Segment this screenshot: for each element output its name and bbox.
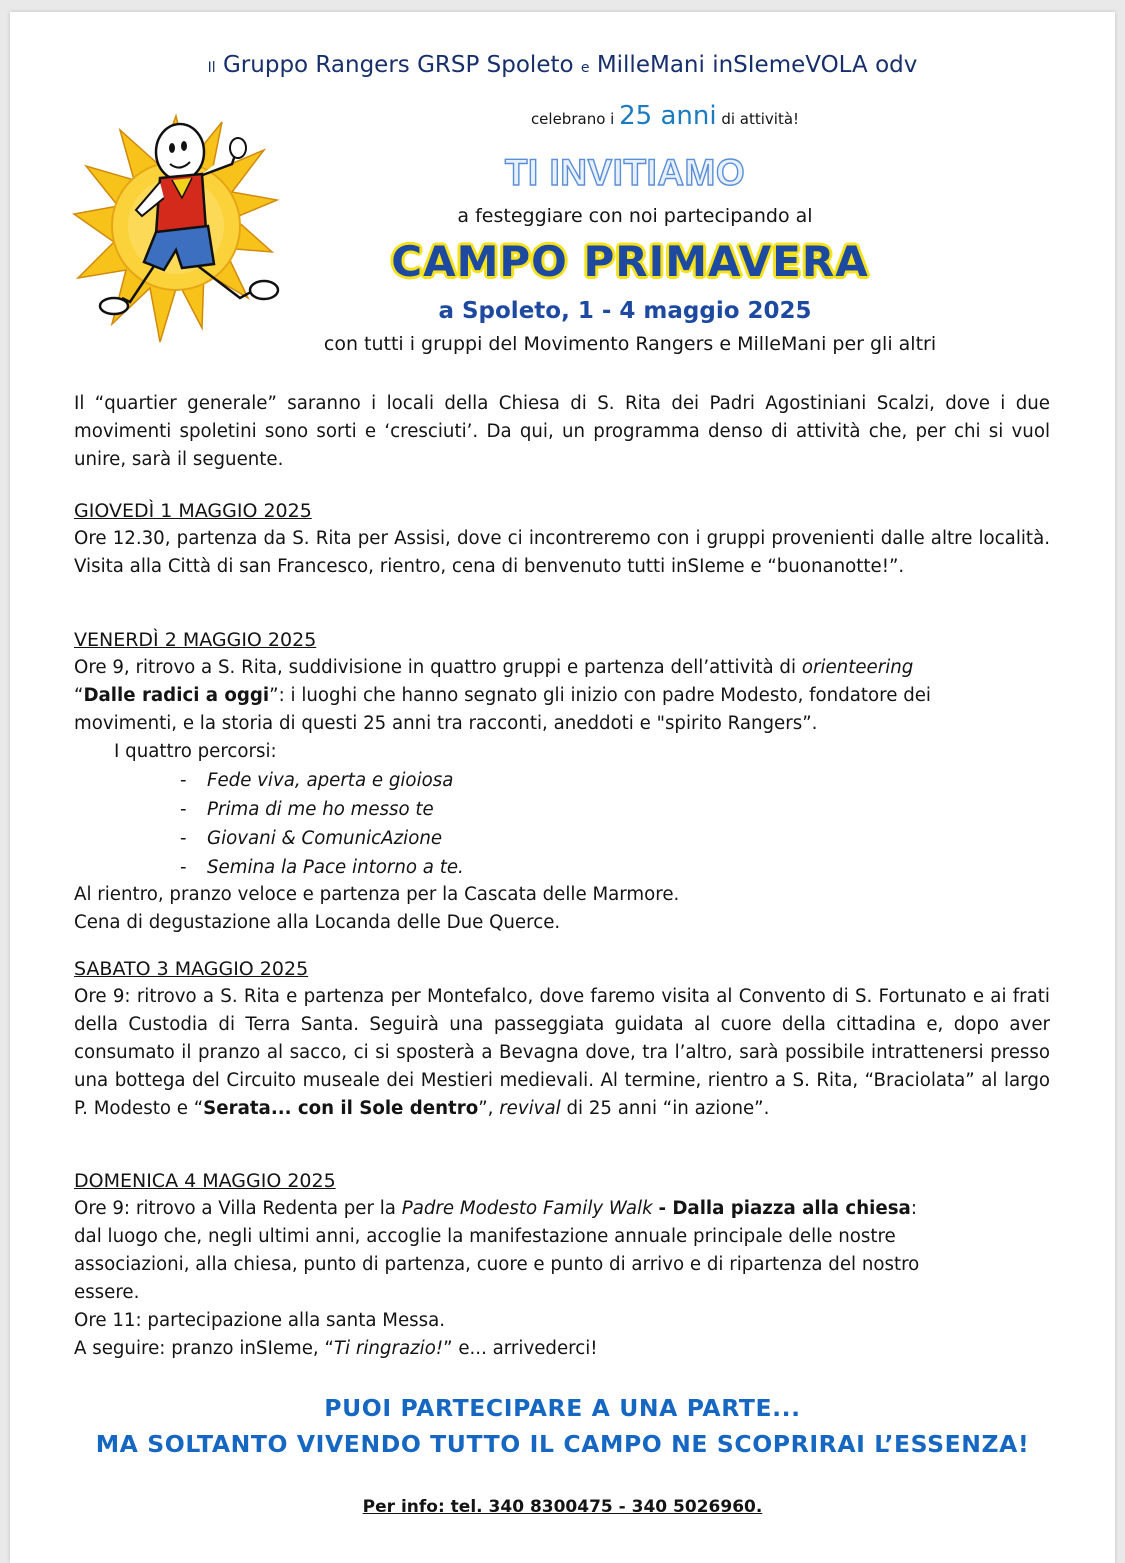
- day-title-saturday: SABATO 3 MAGGIO 2025: [74, 958, 309, 980]
- festeggiare-line: a festeggiare con noi partecipando al: [457, 205, 813, 227]
- saturday-revival: revival: [499, 1098, 561, 1119]
- friday-activity-name: Dalle radici a oggi: [83, 685, 270, 706]
- day-title-sunday: DOMENICA 4 MAGGIO 2025: [74, 1170, 336, 1192]
- friday-after-2: Cena di degustazione alla Locanda delle Due Querce.: [74, 912, 561, 933]
- percorso-item: [180, 853, 464, 882]
- contact-info: Per info: tel. 340 8300475 - 340 5026960.: [362, 1497, 763, 1517]
- list-dash: -: [180, 828, 187, 849]
- org-rangers: Gruppo Rangers GRSP Spoleto: [222, 52, 574, 78]
- anniversary-number: 25 anni: [619, 101, 717, 131]
- friday-quote-open: “: [74, 685, 84, 706]
- celebrano-text: celebrano i: [530, 110, 615, 128]
- org-millemani: MilleMani inSIemeVOLA odv: [596, 52, 918, 78]
- friday-line-3: movimenti, e la storia di questi 25 anni tra racconti, aneddoti e "spirito Rangers”.: [74, 713, 818, 734]
- day-friday: [74, 626, 1050, 766]
- sunday-line-4: [74, 1335, 1050, 1363]
- percorso-text: Fede viva, aperta e gioiosa: [207, 770, 454, 791]
- day-thursday: [74, 497, 1050, 581]
- list-dash: -: [180, 857, 187, 878]
- sunday-colon: :: [910, 1198, 917, 1219]
- friday-orienteering: orienteering: [801, 657, 914, 678]
- saturday-text: [74, 983, 1050, 1123]
- saturday-text-c: ”,: [478, 1098, 494, 1119]
- percorso-item: [180, 766, 453, 795]
- friday-after-1: Al rientro, pranzo veloce e partenza per la Cascata delle Marmore.: [74, 884, 680, 905]
- friday-line-2: [74, 682, 1050, 710]
- participants-line: con tutti i gruppi del Movimento Rangers e MilleMani per gli altri: [323, 333, 937, 355]
- sunday-line-3: Ore 11: partecipazione alla santa Messa.: [74, 1310, 446, 1331]
- saturday-serata: Serata... con il Sole dentro: [203, 1098, 479, 1119]
- sunday-text-4a: A seguire: pranzo inSIeme, “: [74, 1338, 334, 1359]
- friday-text-1a: Ore 9, ritrovo a S. Rita, suddivisione in quattro gruppi e partenza dell’attività di: [74, 657, 797, 678]
- sun-mascot-logo: [72, 102, 280, 360]
- friday-after: [74, 881, 1050, 937]
- list-dash: -: [180, 799, 187, 820]
- percorsi-label: I quattro percorsi:: [114, 741, 277, 762]
- attivita-text: di attività!: [721, 110, 800, 128]
- day-sunday: [74, 1167, 1050, 1363]
- header-organizations: [0, 52, 1125, 78]
- sunday-line-1: [74, 1195, 1050, 1223]
- percorso-text: Semina la Pace intorno a te.: [207, 857, 464, 878]
- header-il: Il: [207, 60, 216, 76]
- sunday-line-2: dal luogo che, negli ultimi anni, accoglie la manifestazione annuale principale delle nostre associazioni, alla chiesa, punto di partenza, cuore e punto di arrivo e di ripartenza del nostro essere.: [74, 1226, 920, 1303]
- percorso-item: [180, 824, 442, 853]
- percorso-text: Prima di me ho messo te: [207, 799, 434, 820]
- campo-primavera-title: CAMPO PRIMAVERA: [391, 237, 869, 286]
- percorso-item: [180, 795, 434, 824]
- invite-title: TI INVITIAMO: [504, 152, 746, 193]
- intro-paragraph: Il “quartier generale” saranno i locali della Chiesa di S. Rita dei Padri Agostiniani Scalzi, dove i due movimenti spoletini sono sorti e ‘cresciuti’. Da qui, un programma denso di attività che, per chi si vuol unire, sarà il seguente.: [74, 393, 1050, 470]
- day-title-thursday: GIOVEDÌ 1 MAGGIO 2025: [74, 500, 312, 522]
- day-title-friday: VENERDÌ 2 MAGGIO 2025: [74, 629, 317, 651]
- list-dash: -: [180, 770, 187, 791]
- header-e: e: [580, 60, 590, 76]
- saturday-text-e: di 25 anni “in azione”.: [566, 1098, 770, 1119]
- sunday-walk-name: Padre Modesto Family Walk: [401, 1198, 653, 1219]
- friday-line-1: [74, 654, 1050, 682]
- percorso-text: Giovani & ComunicAzione: [207, 828, 443, 849]
- footer-line-2: MA SOLTANTO VIVENDO TUTTO IL CAMPO NE SCOPRIRAI L’ESSENZA!: [95, 1430, 1030, 1458]
- day-text-thursday: Ore 12.30, partenza da S. Rita per Assisi, dove ci incontreremo con i gruppi provenienti dalle altre località. Visita alla Città di san Francesco, rientro, cena di benvenuto tutti inSIeme e “buonanotte!”.: [74, 528, 1050, 577]
- day-saturday: [74, 955, 1050, 1123]
- friday-text-2c: ”: i luoghi che hanno segnato gli inizio con padre Modesto, fondatore dei: [269, 685, 931, 706]
- sunday-text-1a: Ore 9: ritrovo a Villa Redenta per la: [74, 1198, 396, 1219]
- footer-line-1: PUOI PARTECIPARE A UNA PARTE...: [324, 1394, 801, 1422]
- sunday-ti-ringrazio: Ti ringrazio!: [333, 1338, 444, 1359]
- sunday-walk-subtitle: - Dalla piazza alla chiesa: [658, 1198, 911, 1219]
- place-dates: a Spoleto, 1 - 4 maggio 2025: [438, 298, 812, 324]
- sunday-text-4c: ” e... arrivederci!: [443, 1338, 598, 1359]
- saturday-text-a: Ore 9: ritrovo a S. Rita e partenza per Montefalco, dove faremo visita al Convento di S. Fortunato e ai frati della Custodia di Terra Santa. Seguirà una passeggiata guidata al cuore della cittadina e, dopo aver consumato il pranzo al sacco, ci si sposterà a Bevagna dove, tra l’altro, sarà possibile intrattenersi presso una bottega del Circuito museale dei Mestieri medievali. Al termine, rientro a S. Rita, “Braciolata” al largo P. Modesto e “: [74, 986, 1050, 1119]
